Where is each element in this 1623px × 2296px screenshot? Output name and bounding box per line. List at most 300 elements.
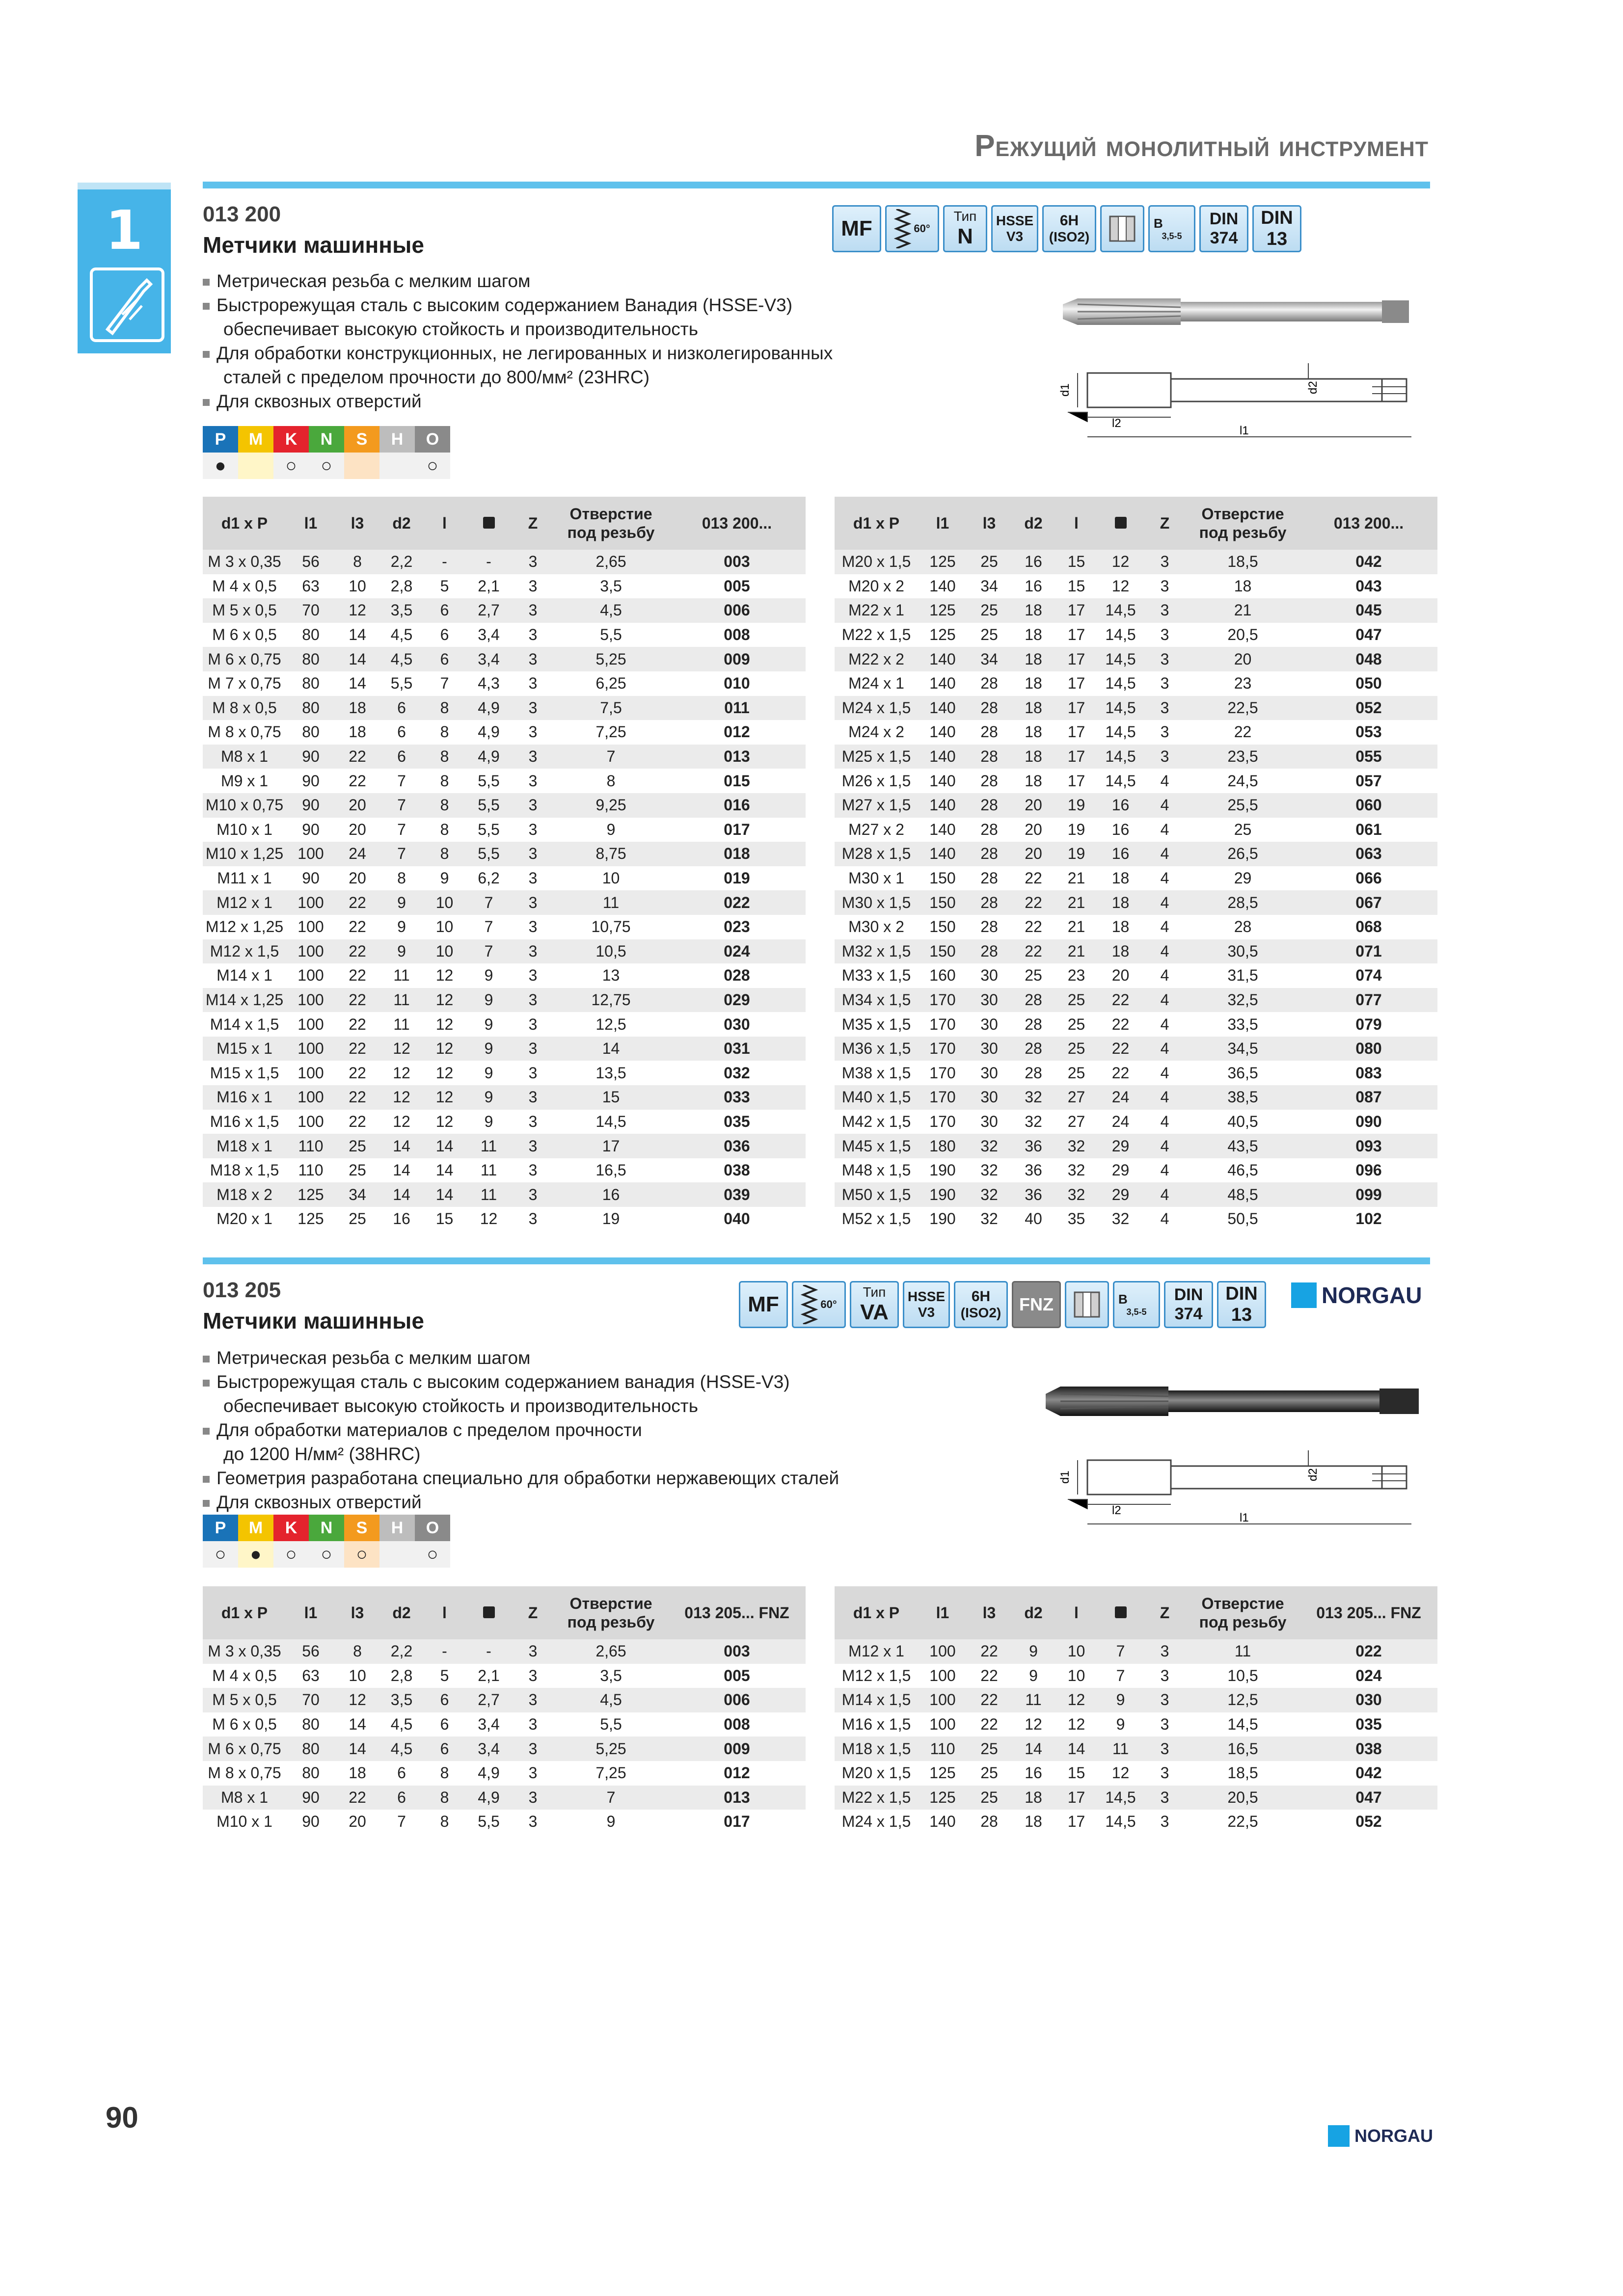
table-cell: 25: [1067, 1015, 1085, 1033]
table-cell: 18: [1025, 674, 1042, 693]
table-cell: 2,65: [554, 550, 668, 574]
column-header: Z: [1144, 497, 1186, 550]
table-row: [835, 988, 1437, 1013]
table-cell: M 7 x 0,75: [208, 674, 281, 693]
table-cell: 4,5: [554, 598, 668, 623]
table-cell: 36,5: [1227, 1064, 1258, 1082]
table-cell: 12: [435, 1112, 454, 1130]
table-cell: 6: [424, 647, 465, 671]
table-cell: M 8 x 0,75: [208, 1764, 281, 1782]
header-divider: [203, 182, 1430, 188]
material-suitability-mark: [344, 453, 379, 479]
material-suitability-mark: [238, 453, 273, 479]
table-row: [203, 1688, 806, 1712]
table-cell: M25 x 1,5: [835, 745, 918, 769]
table-cell: 008: [724, 626, 750, 644]
table-cell: 5,5: [478, 772, 500, 790]
table-row: [203, 1639, 806, 1664]
table-cell: 8: [335, 1639, 379, 1664]
table-cell: 3,5: [600, 577, 622, 595]
table-row: [835, 793, 1437, 818]
table-cell: 2,2: [379, 1639, 424, 1664]
din374-icon: DIN 374: [1199, 205, 1248, 252]
table-cell: 12: [1025, 1715, 1042, 1734]
table-row: [203, 647, 806, 671]
column-header: [465, 497, 512, 550]
table-cell: 34: [980, 577, 998, 595]
table-cell: 28: [980, 674, 998, 693]
table-row: [835, 598, 1437, 623]
table-cell: 20: [349, 1813, 366, 1831]
column-header: l3: [967, 497, 1011, 550]
table-cell: 110: [286, 1134, 335, 1158]
material-group-label: M: [238, 426, 273, 453]
table-cell: 9,25: [554, 793, 668, 818]
table-cell: 30: [980, 1015, 998, 1033]
table-cell: 16,5: [595, 1161, 626, 1179]
table-cell: 3: [1144, 696, 1186, 721]
material-group-label: K: [273, 1515, 309, 1541]
table-row: [203, 1736, 806, 1761]
table-cell: 25: [349, 1210, 366, 1228]
table-cell: 11: [480, 1161, 497, 1179]
table-cell: 045: [1300, 598, 1437, 623]
table-cell: 150: [918, 939, 967, 964]
table-cell: 28: [1025, 1064, 1042, 1082]
table-cell: 14: [1055, 1736, 1097, 1761]
table-cell: 22: [349, 1064, 366, 1082]
table-cell: 2,8: [390, 577, 413, 595]
table-row: [835, 842, 1437, 866]
table-cell: 3: [528, 966, 538, 985]
table-cell: 16: [1025, 577, 1042, 595]
table-cell: 17: [1067, 723, 1085, 741]
table-cell: 042: [1355, 1764, 1382, 1782]
table-cell: 14: [393, 1161, 410, 1179]
table-row: [835, 1061, 1437, 1085]
table-cell: 011: [668, 696, 806, 721]
material-group-label: H: [379, 1515, 415, 1541]
table-cell: 20: [1186, 647, 1300, 671]
material-group-label: K: [273, 426, 309, 453]
feature-item: обеспечивает высокую стойкость и производительность: [223, 319, 699, 339]
table-cell: 5,5: [600, 626, 622, 644]
table-cell: 14,5: [1105, 723, 1136, 741]
table-row: [203, 963, 806, 988]
table-cell: 20,5: [1227, 626, 1258, 644]
table-cell: 16: [1011, 550, 1055, 574]
table-cell: 16: [1097, 793, 1144, 818]
table-cell: 18: [1097, 939, 1144, 964]
table-row: [203, 1134, 806, 1158]
table-cell: 9: [1029, 1666, 1038, 1684]
material-suitability-mark: ○: [344, 1541, 379, 1568]
page-header-title: Режущий монолитный инструмент: [974, 129, 1429, 163]
through-hole-icon: [1100, 205, 1144, 252]
table-cell: M8 x 1: [203, 1786, 286, 1810]
table-cell: M18 x 2: [203, 1182, 286, 1207]
table-cell: M48 x 1,5: [841, 1161, 911, 1179]
table-cell: 8,75: [554, 842, 668, 866]
table-cell: 22: [349, 966, 366, 985]
table-cell: 7,25: [595, 1764, 626, 1782]
tap-product-image-dark: [1041, 1372, 1424, 1431]
table-cell: 190: [929, 1210, 956, 1228]
material-group-label: M: [238, 1515, 273, 1541]
table-row: [835, 939, 1437, 964]
table-cell: 29: [1111, 1161, 1130, 1179]
table-cell: 10: [424, 939, 465, 964]
table-row: [203, 1110, 806, 1134]
table-row: [835, 1012, 1437, 1037]
table-cell: 14: [1011, 1736, 1055, 1761]
table-cell: 28: [967, 939, 1011, 964]
table-cell: 140: [929, 723, 956, 741]
table-cell: 17: [1067, 674, 1085, 693]
table-cell: 140: [918, 745, 967, 769]
material-group-label: P: [203, 426, 238, 453]
table-cell: 13,5: [595, 1064, 626, 1082]
table-row: [835, 1110, 1437, 1134]
table-row: [835, 1712, 1437, 1737]
table-cell: 23: [1234, 674, 1252, 693]
table-row: [203, 1158, 806, 1183]
table-cell: 8: [440, 723, 449, 741]
table-cell: 14,5: [1097, 1786, 1144, 1810]
column-header: l3: [967, 1586, 1011, 1639]
table-cell: 90: [302, 772, 320, 790]
brand-logo-footer: NORGAU: [1328, 2125, 1433, 2147]
table-cell: 14,5: [1097, 696, 1144, 721]
table-cell: 24: [1097, 1085, 1144, 1110]
table-cell: 10,5: [554, 939, 668, 964]
table-cell: 4,9: [478, 723, 500, 741]
table-cell: 140: [929, 820, 956, 838]
table-cell: 125: [929, 626, 956, 644]
table-cell: 3: [1160, 577, 1169, 595]
table-row: [835, 623, 1437, 647]
brand-logo-top: NORGAU: [1291, 1282, 1422, 1308]
table-cell: 22: [349, 1015, 366, 1033]
table-cell: 32: [1055, 1134, 1097, 1158]
table-cell: 14: [349, 674, 366, 693]
table-cell: 14: [335, 1736, 379, 1761]
table-cell: 038: [1300, 1736, 1437, 1761]
table-cell: M22 x 1: [835, 598, 918, 623]
table-cell: 32,5: [1186, 988, 1300, 1013]
table-cell: 3: [1144, 1688, 1186, 1712]
table-cell: 8: [424, 696, 465, 721]
table-cell: 110: [298, 1161, 324, 1179]
table-cell: M18 x 1,5: [835, 1736, 918, 1761]
table-cell: 22: [335, 988, 379, 1013]
table-cell: 8: [440, 820, 449, 838]
table-cell: 28: [980, 772, 998, 790]
table-cell: 11: [1011, 1688, 1055, 1712]
table-row: [203, 1061, 806, 1085]
table-cell: 10: [424, 890, 465, 915]
table-cell: 14: [379, 1182, 424, 1207]
table-cell: 7: [379, 793, 424, 818]
table-cell: M 6 x 0,5: [212, 1715, 277, 1734]
table-cell: 18: [1011, 647, 1055, 671]
table-cell: 22,5: [1227, 1813, 1258, 1831]
din374-icon: DIN 374: [1164, 1281, 1213, 1328]
table-cell: 100: [286, 1085, 335, 1110]
feature-item: Метрическая резьба с мелким шагом: [203, 269, 939, 293]
table-cell: 16,5: [1186, 1736, 1300, 1761]
table-cell: 099: [1300, 1182, 1437, 1207]
table-cell: 12: [435, 966, 454, 985]
table-row: [835, 696, 1437, 721]
table-cell: 22: [1025, 869, 1042, 887]
material-suitability-mark: [379, 1541, 415, 1568]
table-cell: 4,5: [379, 647, 424, 671]
table-cell: M8 x 1: [203, 745, 286, 769]
table-cell: 11: [393, 966, 410, 985]
table-cell: 9: [379, 939, 424, 964]
table-cell: 7,25: [595, 723, 626, 741]
table-cell: 3: [528, 1210, 538, 1228]
table-cell: 4,9: [478, 1764, 500, 1782]
table-cell: 102: [1355, 1210, 1382, 1228]
table-cell: 5,5: [478, 1813, 500, 1831]
table-cell: 90: [286, 1786, 335, 1810]
table-cell: 4,3: [478, 674, 500, 693]
table-cell: 29: [1234, 869, 1252, 887]
feature-item: Метрическая резьба с мелким шагом: [203, 1346, 964, 1370]
table-cell: 7,5: [554, 696, 668, 721]
table-cell: 3: [512, 1786, 554, 1810]
table-cell: 22: [1097, 1037, 1144, 1061]
table-row: [835, 1037, 1437, 1061]
table-cell: 12: [435, 1064, 454, 1082]
table-cell: 013: [668, 745, 806, 769]
table-cell: 022: [668, 890, 806, 915]
table-cell: 2,7: [465, 598, 512, 623]
table-cell: 031: [668, 1037, 806, 1061]
table-cell: 3,4: [478, 626, 500, 644]
table-row: [835, 1639, 1437, 1664]
table-cell: 035: [724, 1112, 750, 1130]
table-cell: 7: [440, 674, 449, 693]
table-cell: M20 x 2: [848, 577, 904, 595]
table-cell: 170: [918, 1037, 967, 1061]
table-cell: 3: [528, 1015, 538, 1033]
table-cell: 170: [929, 1064, 956, 1082]
table-cell: M27 x 1,5: [835, 793, 918, 818]
table-cell: 066: [1355, 869, 1382, 887]
table-cell: 140: [918, 793, 967, 818]
table-row: [835, 574, 1437, 599]
material-group-label: N: [309, 1515, 344, 1541]
table-cell: 56: [286, 1639, 335, 1664]
table-cell: 12: [1067, 1715, 1085, 1734]
table-cell: M 5 x 0,5: [203, 598, 286, 623]
table-cell: 5,5: [465, 842, 512, 866]
table-cell: 8: [440, 1764, 449, 1782]
table-cell: 9: [465, 1085, 512, 1110]
table-cell: 010: [724, 674, 750, 693]
table-cell: 125: [918, 598, 967, 623]
table-cell: M14 x 1,25: [203, 988, 286, 1013]
table-cell: 28: [980, 1813, 998, 1831]
svg-text:l1: l1: [1240, 1511, 1249, 1524]
table-cell: M24 x 1,5: [841, 1813, 911, 1831]
table-cell: 90: [302, 1813, 320, 1831]
table-cell: M34 x 1,5: [835, 988, 918, 1013]
feature-item: Для обработки конструкционных, не легированных и низколегированных: [203, 341, 939, 365]
section1-table-right: [835, 497, 1437, 1231]
column-header: d1 x P: [835, 1586, 918, 1639]
table-cell: 6: [379, 696, 424, 721]
brand-square-icon: [1328, 2125, 1350, 2147]
section1-title: Метчики машинные: [203, 232, 424, 258]
table-cell: 9: [1116, 1715, 1125, 1734]
table-cell: 3: [1160, 723, 1169, 741]
table-cell: 087: [1300, 1085, 1437, 1110]
table-cell: 047: [1355, 626, 1382, 644]
table-cell: 32: [1067, 1161, 1085, 1179]
material-group-label: O: [415, 1515, 450, 1541]
svg-text:d1: d1: [1058, 383, 1072, 397]
table-cell: 080: [1300, 1037, 1437, 1061]
table-cell: 005: [724, 1666, 750, 1684]
table-cell: 36: [1011, 1182, 1055, 1207]
tap-dimension-diagram: [1058, 353, 1416, 442]
table-cell: 3: [528, 918, 538, 936]
table-cell: 063: [1300, 842, 1437, 866]
table-cell: 3: [512, 988, 554, 1013]
column-header: l1: [918, 497, 967, 550]
table-cell: 10,75: [591, 918, 631, 936]
table-cell: 3: [528, 1161, 538, 1179]
table-cell: -: [424, 550, 465, 574]
table-cell: 32: [1055, 1182, 1097, 1207]
table-cell: 8: [606, 772, 616, 790]
table-cell: 9: [484, 1015, 493, 1033]
table-cell: 22: [335, 890, 379, 915]
table-cell: M 3 x 0,35: [203, 1639, 286, 1664]
table-cell: 009: [668, 1736, 806, 1761]
chamfer-icon: B 3,5-5: [1113, 1281, 1160, 1328]
table-cell: M 3 x 0,35: [203, 550, 286, 574]
table-cell: 34: [335, 1182, 379, 1207]
table-cell: 12: [424, 1085, 465, 1110]
table-cell: 9: [397, 918, 406, 936]
table-cell: M 8 x 0,5: [203, 696, 286, 721]
table-cell: 7: [484, 918, 493, 936]
table-cell: 18: [1097, 890, 1144, 915]
section1-table-left: [203, 497, 806, 1231]
table-cell: 3: [1144, 647, 1186, 671]
table-cell: 3: [528, 626, 538, 644]
table-cell: 34,5: [1186, 1037, 1300, 1061]
table-cell: 22: [1011, 939, 1055, 964]
table-cell: 18: [1234, 577, 1252, 595]
table-cell: 14,5: [1105, 772, 1136, 790]
svg-text:l1: l1: [1240, 424, 1249, 437]
table-cell: 28: [1234, 918, 1252, 936]
table-cell: 5,5: [600, 1715, 622, 1734]
table-cell: 14,5: [1105, 1813, 1136, 1831]
table-cell: 14,5: [1097, 647, 1144, 671]
svg-text:l2: l2: [1112, 1504, 1121, 1517]
table-cell: 003: [668, 550, 806, 574]
table-cell: 3: [512, 696, 554, 721]
section2-table-left: [203, 1586, 806, 1834]
material-suitability-mark: [379, 453, 415, 479]
table-cell: 25: [967, 1786, 1011, 1810]
table-cell: 11: [554, 890, 668, 915]
table-cell: 170: [929, 1112, 956, 1130]
table-cell: 46,5: [1227, 1161, 1258, 1179]
table-cell: 16: [1025, 1764, 1042, 1782]
table-cell: 80: [286, 1736, 335, 1761]
table-cell: 140: [929, 772, 956, 790]
table-cell: 024: [668, 939, 806, 964]
table-row: [203, 1085, 806, 1110]
material-group-label: S: [344, 426, 379, 453]
table-cell: 3: [1144, 550, 1186, 574]
table-cell: M24 x 1: [848, 674, 904, 693]
tolerance-icon: 6H (ISO2): [1042, 205, 1096, 252]
table-header-row: [835, 497, 1437, 550]
table-cell: 7: [465, 939, 512, 964]
table-cell: 018: [668, 842, 806, 866]
table-cell: 12,5: [1186, 1688, 1300, 1712]
material-suitability-mark: ○: [415, 1541, 450, 1568]
thread-angle-icon: 60°: [792, 1281, 846, 1328]
table-cell: 100: [298, 966, 324, 985]
table-row: [835, 1664, 1437, 1688]
table-cell: 4: [1144, 1037, 1186, 1061]
column-header: [1097, 1586, 1144, 1639]
table-cell: M38 x 1,5: [841, 1064, 911, 1082]
table-cell: M9 x 1: [220, 772, 269, 790]
table-cell: 17: [1067, 772, 1085, 790]
table-cell: 3: [528, 1112, 538, 1130]
column-header: [465, 1586, 512, 1639]
table-cell: 6: [397, 1764, 406, 1782]
table-cell: 3: [1144, 745, 1186, 769]
feature-item: Быстрорежущая сталь с высоким содержанием ванадия (HSSE-V3): [203, 1370, 964, 1394]
table-cell: 040: [724, 1210, 750, 1228]
table-cell: 10: [349, 577, 366, 595]
table-cell: 17: [1055, 696, 1097, 721]
table-cell: 5: [440, 1666, 449, 1684]
table-cell: 4: [1144, 890, 1186, 915]
table-cell: 061: [1355, 820, 1382, 838]
table-cell: 25: [980, 1764, 998, 1782]
column-header: l3: [335, 497, 379, 550]
table-cell: M30 x 1,5: [835, 890, 918, 915]
table-row: [835, 1182, 1437, 1207]
table-row: [835, 915, 1437, 939]
table-cell: 3: [512, 598, 554, 623]
section2-spec-icons: [739, 1281, 1266, 1328]
table-cell: 100: [298, 918, 324, 936]
feature-item: Для сквозных отверстий: [203, 389, 939, 413]
table-cell: 14: [424, 1134, 465, 1158]
table-cell: 32: [1011, 1085, 1055, 1110]
table-cell: M18 x 1,5: [210, 1161, 279, 1179]
table-cell: 4: [1144, 1134, 1186, 1158]
table-row: [835, 963, 1437, 988]
table-cell: 3: [1160, 626, 1169, 644]
table-cell: 11: [393, 1015, 410, 1033]
table-cell: 016: [668, 793, 806, 818]
